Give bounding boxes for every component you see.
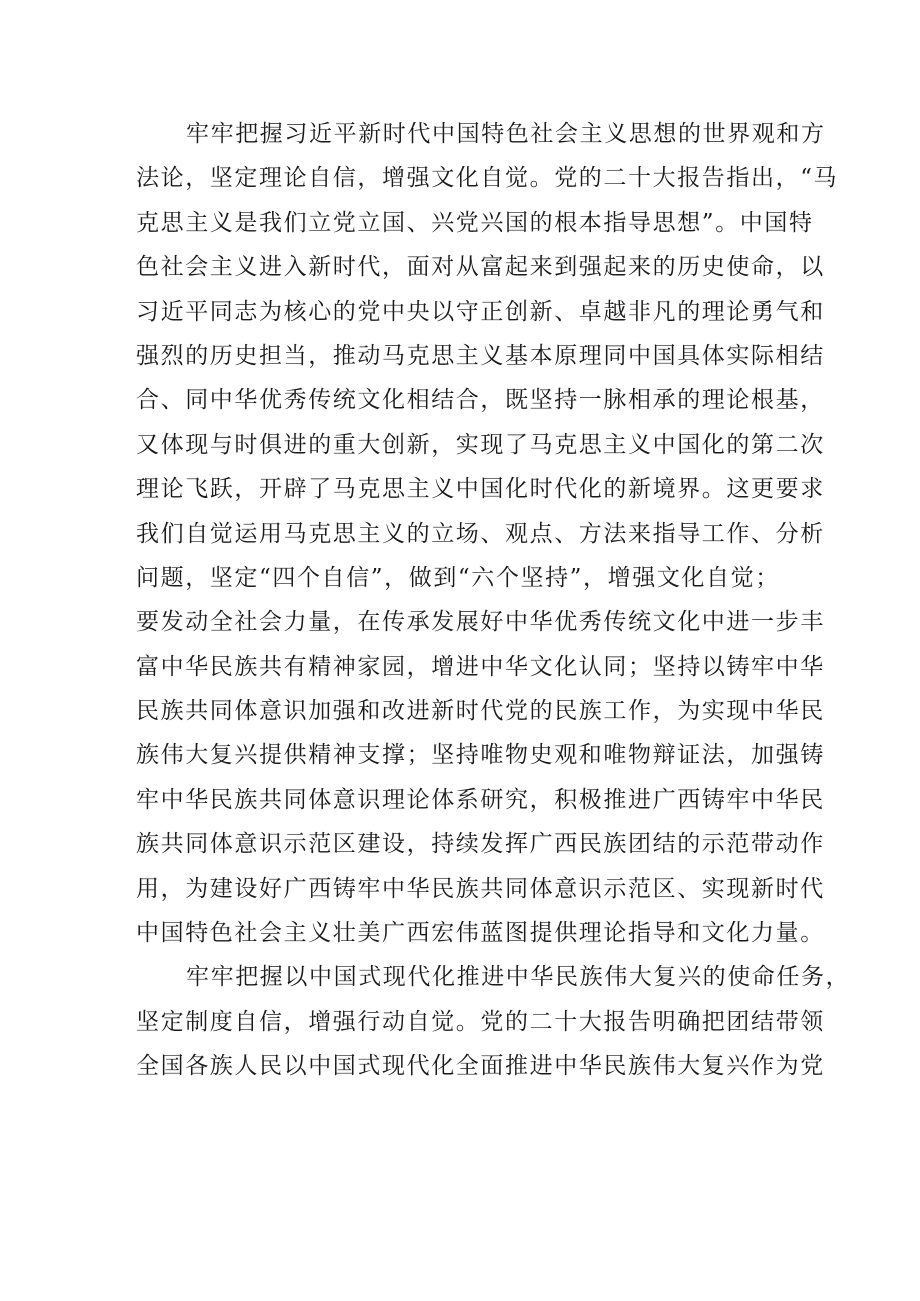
text-line: 牢中华民族共同体意识理论体系研究，积极推进广西铸牢中华民 — [136, 786, 825, 813]
text-line: 要发动全社会力量，在传承发展好中华优秀传统文化中进一步丰 — [136, 609, 825, 636]
text-line: 民族共同体意识加强和改进新时代党的民族工作，为实现中华民 — [136, 698, 825, 725]
text-line: 牢牢把握以中国式现代化推进中华民族伟大复兴的使命任务， — [186, 964, 851, 991]
text-line: 问题，坚定“四个自信”，做到“六个坚持”，增强文化自觉； — [136, 564, 780, 591]
text-line: 习近平同志为核心的党中央以守正创新、卓越非凡的理论勇气和 — [136, 298, 825, 325]
text-line: 族伟大复兴提供精神支撑；坚持唯物史观和唯物辩证法，加强铸 — [136, 742, 825, 769]
text-line: 又体现与时俱进的重大创新，实现了马克思主义中国化的第二次 — [136, 431, 825, 458]
text-line: 合、同中华优秀传统文化相结合，既坚持一脉相承的理论根基， — [136, 387, 825, 414]
text-line: 用，为建设好广西铸牢中华民族共同体意识示范区、实现新时代 — [136, 875, 825, 902]
text-line: 克思主义是我们立党立国、兴党兴国的根本指导思想”。中国特 — [136, 209, 814, 236]
text-line: 全国各族人民以中国式现代化全面推进中华民族伟大复兴作为党 — [136, 1053, 825, 1080]
text-line: 坚定制度自信，增强行动自觉。党的二十大报告明确把团结带领 — [136, 1008, 825, 1035]
text-line: 强烈的历史担当，推动马克思主义基本原理同中国具体实际相结 — [136, 342, 825, 369]
text-line: 理论飞跃，开辟了马克思主义中国化时代化的新境界。这更要求 — [136, 476, 825, 503]
document-body — [136, 112, 851, 1089]
text-line: 牢牢把握习近平新时代中国特色社会主义思想的世界观和方 — [186, 121, 826, 147]
text-line: 色社会主义进入新时代，面对从富起来到强起来的历史使命，以 — [136, 254, 825, 281]
text-line: 中国特色社会主义壮美广西宏伟蓝图提供理论指导和文化力量。 — [136, 920, 825, 947]
text-line: 族共同体意识示范区建设，持续发挥广西民族团结的示范带动作 — [136, 831, 825, 858]
paragraph-2 — [136, 955, 851, 1088]
text-line: 富中华民族共有精神家园，增进中华文化认同；坚持以铸牢中华 — [136, 653, 825, 680]
text-line: 我们自觉运用马克思主义的立场、观点、方法来指导工作、分析 — [136, 520, 825, 547]
paragraph-1 — [136, 112, 839, 955]
text-line: 法论，坚定理论自信，增强文化自觉。党的二十大报告指出，“马 — [136, 165, 839, 192]
